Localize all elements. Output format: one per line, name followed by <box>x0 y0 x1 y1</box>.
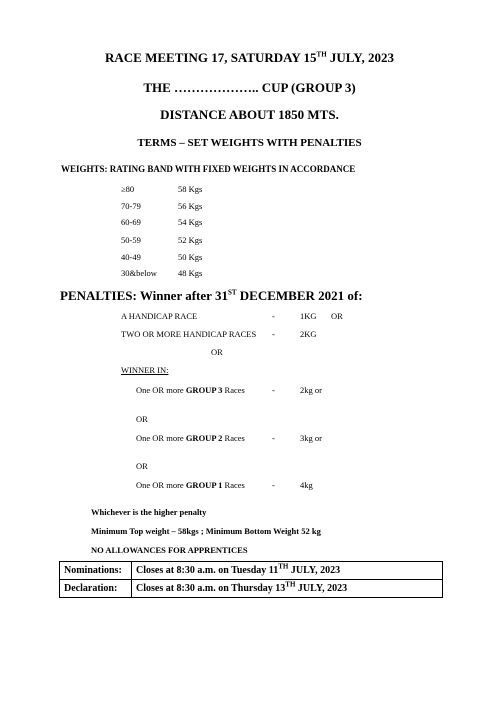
handicap-label: A HANDICAP RACE <box>121 311 198 321</box>
declaration-text: Closes at 8:30 a.m. on Thursday 13 <box>136 583 286 594</box>
group-2-label <box>136 433 245 443</box>
group-1-value: 4kg <box>300 480 313 490</box>
distance-title: DISTANCE ABOUT 1850 MTS. <box>160 107 339 122</box>
group-3-value: 2kg or <box>300 385 322 395</box>
group-2-value: 3kg or <box>300 433 322 443</box>
penalties-title-text: PENALTIES: Winner after 31 <box>60 288 228 303</box>
group-label-pre: One OR more <box>136 433 186 443</box>
weight-band: 70-79 <box>121 201 141 211</box>
group-2-dash: - <box>272 433 275 443</box>
title-sup: TH <box>316 50 327 59</box>
schedule-row-declaration <box>60 580 443 598</box>
group-label-pre: One OR more <box>136 480 186 490</box>
winner-in-heading: WINNER IN: <box>121 365 169 375</box>
group-label-post: Races <box>222 385 245 395</box>
handicap-or: OR <box>331 311 343 321</box>
weight-value: 54 Kgs <box>178 217 203 227</box>
group-name: GROUP 2 <box>185 433 223 443</box>
or-separator: OR <box>211 347 223 357</box>
weight-value: 50 Kgs <box>178 252 203 262</box>
group-label-pre: One OR more <box>136 385 186 395</box>
group-name: GROUP 3 <box>185 385 223 395</box>
nominations-text: Closes at 8:30 a.m. on Tuesday 11 <box>136 565 279 576</box>
weight-value: 58 Kgs <box>178 184 203 194</box>
weight-band: 30&below <box>121 268 157 278</box>
weight-value: 48 Kgs <box>178 268 203 278</box>
group-label-post: Races <box>222 433 245 443</box>
penalties-title-sup: ST <box>227 288 237 297</box>
weight-band: ≥80 <box>121 184 135 194</box>
no-allowances-note: NO ALLOWANCES FOR APPRENTICES <box>91 545 248 555</box>
or-separator: OR <box>136 461 148 471</box>
declaration-value <box>132 580 443 598</box>
group-label-post: Races <box>222 480 245 490</box>
min-weights-note: Minimum Top weight – 58kgs ; Minimum Bottom Weight 52 kg <box>91 526 321 536</box>
title-text: RACE MEETING 17, SATURDAY 15 <box>105 50 317 65</box>
schedule-table <box>59 561 443 598</box>
race-meeting-title <box>0 50 499 66</box>
or-separator: OR <box>136 414 148 424</box>
declaration-text-end: JULY, 2023 <box>295 583 348 594</box>
weight-band: 50-59 <box>121 235 141 245</box>
nominations-text-end: JULY, 2023 <box>288 565 341 576</box>
weight-value: 56 Kgs <box>178 201 203 211</box>
two-handicap-dash: - <box>272 329 275 339</box>
penalties-title <box>60 288 363 304</box>
handicap-dash: - <box>272 311 275 321</box>
group-1-dash: - <box>272 480 275 490</box>
cup-title: THE ……………….. CUP (GROUP 3) <box>143 80 356 95</box>
group-1-label <box>136 480 245 490</box>
title-text-end: JULY, 2023 <box>326 50 394 65</box>
group-3-label <box>136 385 245 395</box>
declaration-sup: TH <box>285 580 296 589</box>
two-handicap-label: TWO OR MORE HANDICAP RACES <box>121 329 257 339</box>
weight-band: 60-69 <box>121 217 141 227</box>
penalties-title-end: DECEMBER 2021 of: <box>236 288 363 303</box>
nominations-value <box>132 562 443 580</box>
schedule-row-nominations <box>60 562 443 580</box>
nominations-label: Nominations: <box>60 562 132 580</box>
group-name: GROUP 1 <box>185 480 223 490</box>
weight-value: 52 Kgs <box>178 235 203 245</box>
weights-title: WEIGHTS: RATING BAND WITH FIXED WEIGHTS IN ACCORDANCE <box>61 164 356 174</box>
handicap-value: 1KG <box>300 311 317 321</box>
two-handicap-value: 2KG <box>300 329 317 339</box>
terms-title: TERMS – SET WEIGHTS WITH PENALTIES <box>137 137 362 149</box>
declaration-label: Declaration: <box>60 580 132 598</box>
nominations-sup: TH <box>278 562 289 571</box>
whichever-note: Whichever is the higher penalty <box>91 507 207 517</box>
group-3-dash: - <box>272 385 275 395</box>
weight-band: 40-49 <box>121 252 141 262</box>
